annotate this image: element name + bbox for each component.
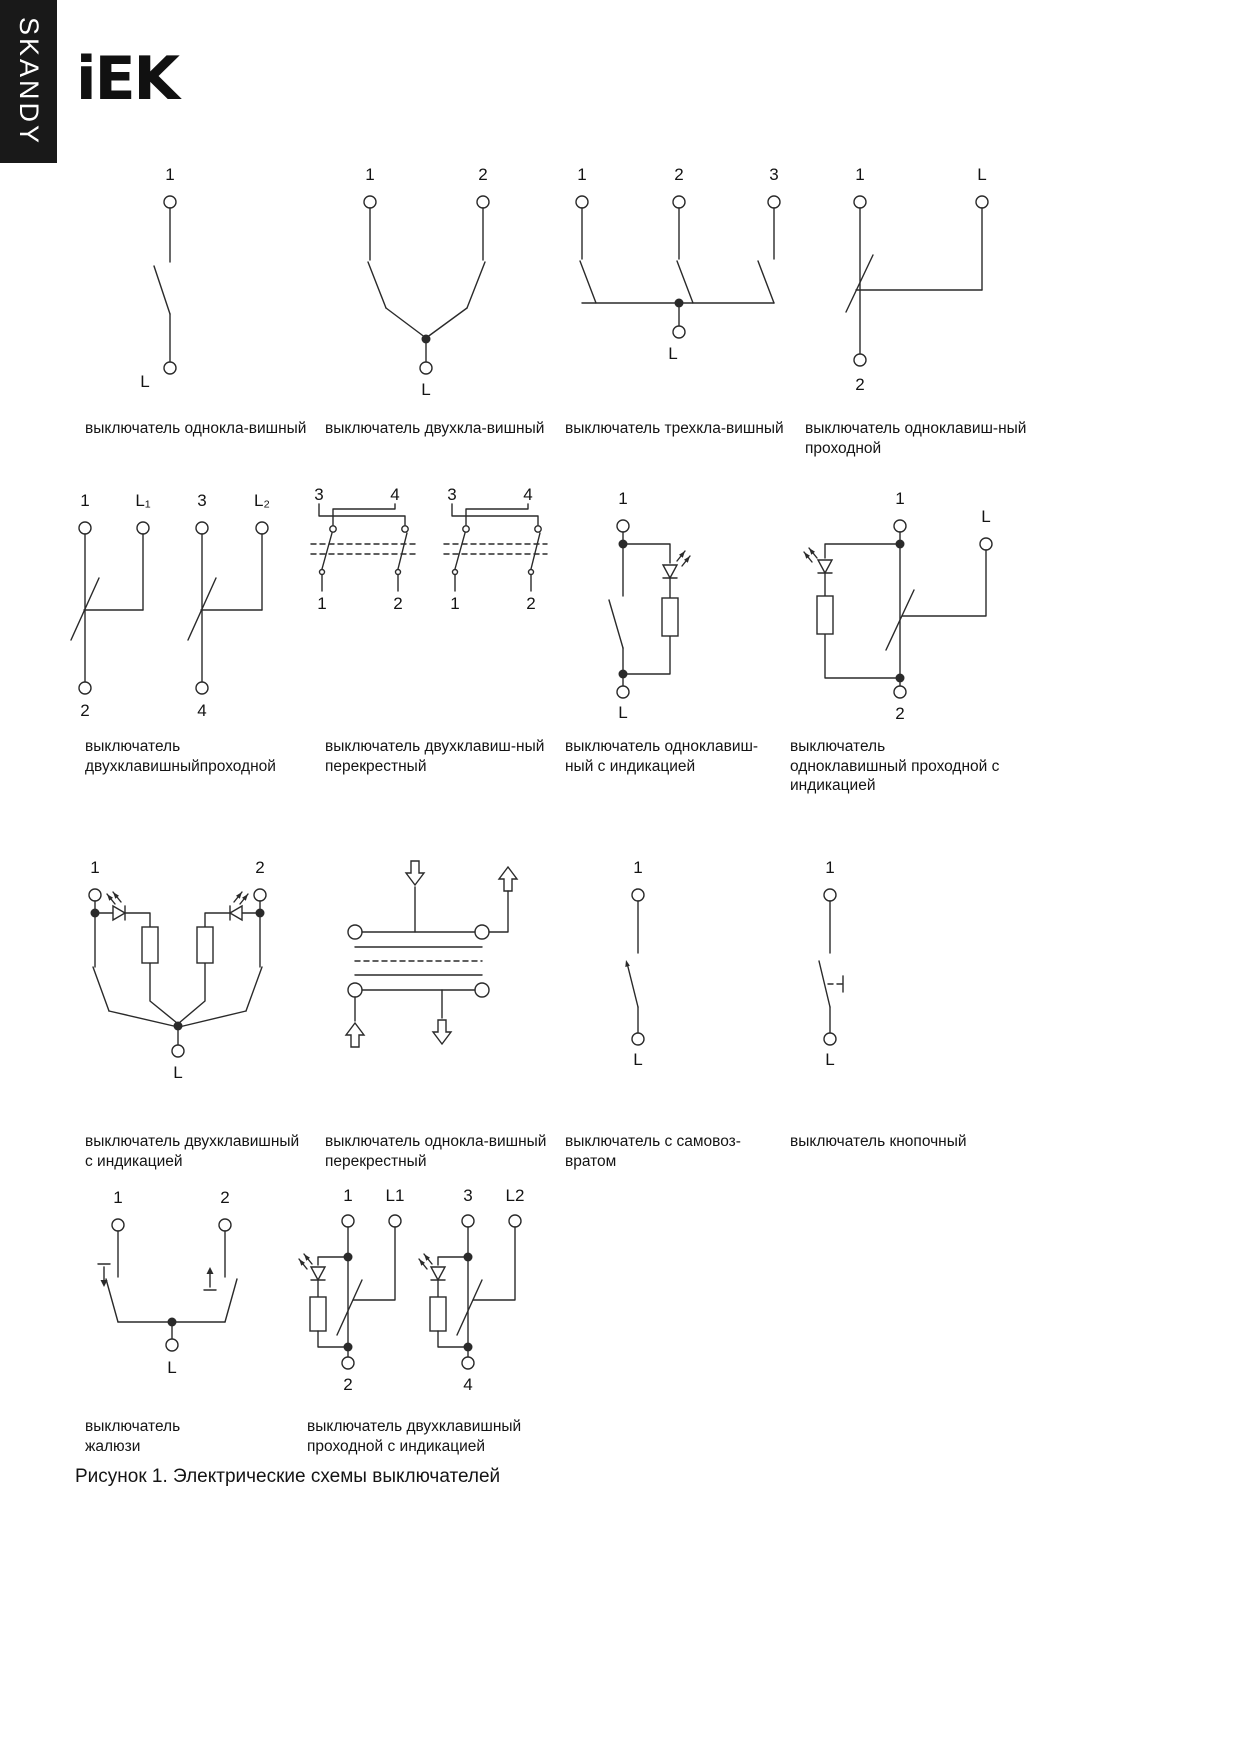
terminal-label: 3 (447, 488, 457, 504)
diagram-1key-cross (300, 855, 540, 1065)
terminal-label: 4 (523, 488, 533, 504)
wires (825, 532, 986, 686)
switch-blade (457, 1280, 482, 1335)
caption-2key-pass: выключатель двухклавишныйпроходной (85, 738, 276, 775)
terminal-label: L (421, 380, 431, 399)
pivot-circle (396, 570, 401, 575)
switch-blade (628, 965, 639, 1007)
terminal-label: L (618, 703, 628, 722)
terminal-label: 1 (855, 165, 865, 184)
terminal-label: L (633, 1050, 643, 1069)
terminal-circle (256, 522, 268, 534)
terminal-label: L (173, 1063, 183, 1082)
diagram-2key-pass (55, 488, 315, 728)
switch-blade (467, 262, 485, 308)
terminal-label: L₂ (253, 491, 271, 510)
caption-1key-pass-indicator: выключатель одноклавишный проходной с индикацией (790, 738, 1000, 795)
terminal-circle (79, 682, 91, 694)
contact-circle (402, 526, 408, 532)
terminal-label: L₁ (135, 491, 151, 510)
switch-blade (758, 261, 774, 303)
wires (819, 901, 830, 1033)
switch-blade (106, 1279, 118, 1322)
terminal-circle (854, 354, 866, 366)
caption-2key-pass-indicator: выключатель двухклавишный проходной с индикацией (307, 1418, 522, 1455)
diagram-2key-cross (303, 488, 551, 618)
diagram-2key-indicator (55, 855, 315, 1115)
diagram-2key-pass-indicator (290, 1185, 540, 1415)
light-rays-icon (804, 548, 817, 562)
switch-blade (322, 533, 332, 569)
resistor (310, 1297, 326, 1331)
terminal-label: 1 (90, 858, 100, 877)
wires (846, 208, 982, 354)
contact-circle (348, 925, 362, 939)
wires (154, 208, 170, 362)
terminal-label: 2 (220, 1188, 230, 1207)
terminal-label: 1 (365, 165, 375, 184)
terminal-label: 3 (769, 165, 779, 184)
terminal-label: L (825, 1050, 835, 1069)
led-diode (113, 906, 125, 920)
brand-sidebar (0, 0, 57, 163)
terminal-circle (164, 196, 176, 208)
junction-dot (344, 1253, 353, 1262)
junction-dot (619, 540, 628, 549)
brand-vertical-text: SKANDY (14, 16, 44, 147)
terminal-label: 2 (393, 594, 403, 613)
pivot-circle (320, 570, 325, 575)
cross-unit-right (444, 488, 547, 613)
terminal-label: 2 (855, 375, 865, 394)
switch-blade (580, 261, 596, 303)
terminal-label: 1 (343, 1186, 353, 1205)
arrow-up-icon (499, 867, 517, 891)
terminal-circle (166, 1339, 178, 1351)
switch-blade (246, 967, 262, 1011)
caption-blinds: выключатель жалюзи (85, 1418, 181, 1455)
light-rays-icon (299, 1254, 312, 1269)
switch-blade (93, 967, 109, 1011)
terminal-circle (673, 196, 685, 208)
led-diode (230, 906, 242, 920)
junction-dot (256, 909, 265, 918)
unit-left (299, 1186, 404, 1394)
diagram-self-return (600, 855, 690, 1085)
terminal-label: 2 (526, 594, 536, 613)
terminal-circle (112, 1219, 124, 1231)
junction-dot (464, 1253, 473, 1262)
caption-1key: выключатель однокла-вишный (85, 420, 307, 437)
contact-circle (463, 526, 469, 532)
switch-blade (531, 533, 540, 569)
arrow-up-icon (346, 1023, 364, 1047)
terminal-circle (824, 889, 836, 901)
terminal-circle (89, 889, 101, 901)
terminal-circle (894, 686, 906, 698)
junction-dot (896, 540, 905, 549)
cross-unit-left (311, 488, 415, 613)
spring-return-arrowhead-icon (625, 960, 630, 967)
wires (580, 208, 774, 326)
caption-self-return: выключатель с самовоз-вратом (565, 1133, 741, 1170)
contact-circle (535, 526, 541, 532)
terminal-label: 4 (390, 488, 400, 504)
terminal-label: 1 (895, 489, 905, 508)
diagram-2key (310, 162, 540, 417)
terminal-label: 3 (463, 1186, 473, 1205)
caption-2key-cross: выключатель двухклавиш-ный перекрестный (325, 738, 545, 775)
figure-caption: Рисунок 1. Электрические схемы выключателей (75, 1466, 501, 1487)
resistor (430, 1297, 446, 1331)
terminal-label: L (668, 344, 678, 363)
terminal-label: L1 (385, 1186, 405, 1205)
junction-dot (619, 670, 628, 679)
terminal-circle (980, 538, 992, 550)
terminal-label: 1 (633, 858, 643, 877)
terminal-label: 3 (197, 491, 207, 510)
terminal-circle (509, 1215, 521, 1227)
pivot-circle (453, 570, 458, 575)
caption-push-button: выключатель кнопочный (790, 1133, 967, 1150)
terminal-circle (617, 520, 629, 532)
blinds-up-arrow-icon (204, 1267, 216, 1290)
terminal-circle (673, 326, 685, 338)
terminal-circle (420, 362, 432, 374)
diagram-1key (60, 162, 280, 412)
light-rays-icon (419, 1254, 432, 1269)
resistor (817, 596, 833, 634)
contact-circle (475, 925, 489, 939)
blinds-down-arrow-icon (98, 1264, 110, 1287)
diagram-1key-pass-indicator (790, 488, 1020, 728)
switch-blade (225, 1279, 237, 1322)
terminal-label: 2 (343, 1375, 353, 1394)
led-diode (311, 1267, 325, 1280)
terminal-circle (617, 686, 629, 698)
diagram-3key (552, 162, 802, 412)
contact-circle (475, 983, 489, 997)
terminal-label: 1 (618, 489, 628, 508)
junction-dot (174, 1022, 183, 1031)
terminal-label: L (140, 372, 150, 391)
terminal-circle (576, 196, 588, 208)
caption-2key-indicator: выключатель двухклавишный с индикацией (85, 1133, 300, 1170)
terminal-circle (196, 682, 208, 694)
diagram-blinds (60, 1185, 280, 1415)
led-diode (431, 1267, 445, 1280)
terminal-label: L (977, 165, 987, 184)
terminal-label: L (981, 507, 991, 526)
led-diode (663, 565, 677, 578)
wires (609, 532, 670, 686)
terminal-label: 4 (463, 1375, 473, 1394)
terminal-circle (462, 1357, 474, 1369)
switch-blade (609, 600, 623, 648)
switch-blade (154, 266, 170, 314)
switch-blade (398, 533, 407, 569)
switch-blade (368, 262, 386, 308)
arrow-down-icon (433, 1020, 451, 1044)
terminal-circle (164, 362, 176, 374)
terminal-circle (477, 196, 489, 208)
caption-1key-cross: выключатель однокла-вишный перекрестный (325, 1133, 547, 1170)
caption-1key-indicator: выключатель одноклавиш-ный с индикацией (565, 738, 759, 775)
terminal-label: 1 (113, 1188, 123, 1207)
junction-dot (91, 909, 100, 918)
terminal-circle (768, 196, 780, 208)
terminal-circle (196, 522, 208, 534)
terminal-circle (254, 889, 266, 901)
terminal-label: L2 (505, 1186, 525, 1205)
unit-right (419, 1186, 524, 1394)
terminal-label: 1 (80, 491, 90, 510)
caption-1key-pass: выключатель одноклавиш-ный проходной (805, 420, 1027, 457)
terminal-circle (389, 1215, 401, 1227)
terminal-circle (632, 889, 644, 901)
junction-dot (896, 674, 905, 683)
arrow-down-icon (406, 861, 424, 885)
junction-dot (168, 1318, 177, 1327)
terminal-label: L (167, 1358, 177, 1377)
diagram-1key-indicator (558, 488, 708, 728)
terminal-circle (854, 196, 866, 208)
terminal-label: 1 (825, 858, 835, 877)
diagram-1key-pass (798, 162, 1038, 412)
terminal-circle (172, 1045, 184, 1057)
terminal-circle (79, 522, 91, 534)
terminal-label: 3 (314, 488, 324, 504)
terminal-label: 1 (450, 594, 460, 613)
contact-circle (330, 526, 336, 532)
led-diode (818, 560, 832, 573)
iek-logo: iEK (76, 44, 179, 114)
wires (628, 901, 639, 1033)
pivot-circle (529, 570, 534, 575)
light-rays-icon (677, 551, 690, 566)
diagram-push-button (795, 855, 885, 1085)
resistor (142, 927, 158, 963)
terminal-label: 2 (895, 704, 905, 723)
terminal-label: 4 (197, 701, 207, 720)
terminal-circle (137, 522, 149, 534)
light-rays-icon (107, 892, 121, 904)
terminal-label: 2 (674, 165, 684, 184)
terminal-label: 2 (80, 701, 90, 720)
switch-blade (677, 261, 693, 303)
terminal-circle (342, 1215, 354, 1227)
terminal-circle (824, 1033, 836, 1045)
terminal-circle (976, 196, 988, 208)
terminal-label: 2 (255, 858, 265, 877)
switch-blade (337, 1280, 362, 1335)
resistor (662, 598, 678, 636)
terminal-circle (364, 196, 376, 208)
light-rays-icon (234, 892, 248, 904)
terminal-label: 1 (165, 165, 175, 184)
wires (71, 534, 262, 682)
switch-blade (455, 533, 465, 569)
terminal-label: 1 (577, 165, 587, 184)
terminal-circle (342, 1357, 354, 1369)
junction-dot (675, 299, 684, 308)
terminal-label: 1 (317, 594, 327, 613)
terminal-circle (632, 1033, 644, 1045)
terminal-circle (219, 1219, 231, 1231)
terminal-circle (462, 1215, 474, 1227)
push-actuator-icon (825, 976, 843, 992)
contact-circle (348, 983, 362, 997)
terminal-label: 2 (478, 165, 488, 184)
caption-3key: выключатель трехкла-вишный (565, 420, 784, 437)
resistor (197, 927, 213, 963)
junction-dot (422, 335, 431, 344)
caption-2key: выключатель двухкла-вишный (325, 420, 545, 437)
terminal-circle (894, 520, 906, 532)
